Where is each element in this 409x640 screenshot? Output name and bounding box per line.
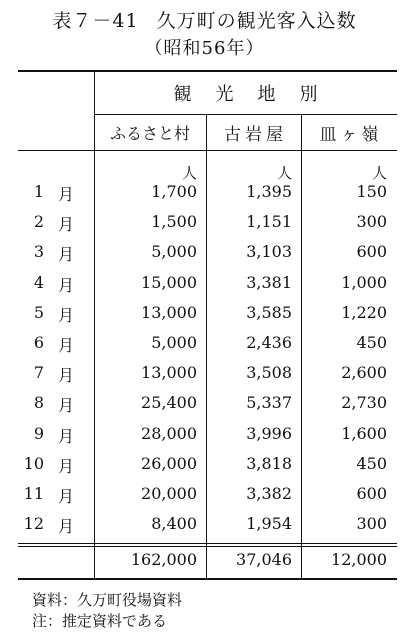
table-row xyxy=(18,363,397,387)
month-suffix: 月 xyxy=(58,185,75,204)
total-saragamine: 12,000 xyxy=(331,550,387,569)
cell-furusatomura: 5,000 xyxy=(151,242,197,262)
cell-koiwaya: 5,337 xyxy=(246,393,292,413)
cell-saragamine: 2,730 xyxy=(341,393,387,413)
cell-koiwaya: 3,103 xyxy=(246,242,292,262)
unit-label-col3: 人 xyxy=(371,164,387,182)
cell-koiwaya: 1,151 xyxy=(246,212,292,232)
table-row xyxy=(18,424,397,448)
cell-furusatomura: 13,000 xyxy=(141,363,197,383)
subtitle: （昭和56年） xyxy=(144,38,265,59)
table-row xyxy=(18,303,397,327)
month-suffix: 月 xyxy=(58,487,75,506)
month-number: 10 xyxy=(23,453,44,473)
cell-furusatomura: 26,000 xyxy=(141,453,197,473)
cell-saragamine: 300 xyxy=(356,212,387,232)
header-furusatomura: ふるさと村 xyxy=(109,123,190,143)
cell-furusatomura: 25,400 xyxy=(141,393,197,413)
cell-koiwaya: 3,508 xyxy=(246,363,292,383)
total-koiwaya: 37,046 xyxy=(236,550,292,569)
cell-furusatomura: 5,000 xyxy=(151,333,197,352)
month-number: 1 xyxy=(33,182,44,201)
cell-koiwaya: 3,996 xyxy=(246,423,292,443)
table-row xyxy=(18,333,397,357)
month-number: 5 xyxy=(33,302,44,322)
month-number: 11 xyxy=(23,484,44,503)
cell-koiwaya: 3,381 xyxy=(246,272,292,292)
month-suffix: 月 xyxy=(58,366,75,386)
month-suffix: 月 xyxy=(58,517,75,537)
total-furusatomura: 162,000 xyxy=(130,550,197,569)
month-number: 3 xyxy=(33,242,44,262)
cell-koiwaya: 3,818 xyxy=(246,453,292,473)
month-suffix: 月 xyxy=(58,305,75,325)
cell-saragamine: 2,600 xyxy=(341,363,387,383)
cell-saragamine: 450 xyxy=(356,333,387,352)
table-row xyxy=(18,514,397,538)
table-row xyxy=(18,242,397,266)
remark-note: 注：推定資料である xyxy=(32,612,168,630)
unit-label-col2: 人 xyxy=(276,164,292,182)
page-title xyxy=(0,6,409,33)
month-suffix: 月 xyxy=(58,245,75,265)
cell-furusatomura: 1,700 xyxy=(151,182,197,201)
divider-total-top xyxy=(18,543,397,544)
cell-furusatomura: 15,000 xyxy=(141,272,197,292)
month-suffix: 月 xyxy=(58,336,75,355)
table-row xyxy=(18,484,397,508)
month-number: 7 xyxy=(33,363,44,383)
table-row xyxy=(18,212,397,236)
month-suffix: 月 xyxy=(58,456,75,476)
cell-furusatomura: 20,000 xyxy=(141,484,197,503)
header-koiwaya: 古岩屋 xyxy=(224,124,287,145)
cell-koiwaya: 1,395 xyxy=(246,182,292,201)
total-row xyxy=(18,550,397,574)
cell-saragamine: 1,600 xyxy=(341,423,387,443)
cell-furusatomura: 13,000 xyxy=(141,302,197,322)
cell-saragamine: 1,220 xyxy=(341,302,387,322)
table-row xyxy=(18,454,397,478)
cell-furusatomura: 8,400 xyxy=(151,514,197,534)
cell-saragamine: 1,000 xyxy=(341,272,387,292)
month-suffix: 月 xyxy=(58,396,75,416)
cell-saragamine: 150 xyxy=(356,182,387,201)
table-row xyxy=(18,273,397,297)
month-suffix: 月 xyxy=(58,275,75,295)
data-table xyxy=(18,70,397,580)
unit-label-col1: 人 xyxy=(181,164,197,182)
month-number: 6 xyxy=(33,333,44,352)
cell-saragamine: 300 xyxy=(356,514,387,534)
table-row xyxy=(18,182,397,206)
cell-furusatomura: 28,000 xyxy=(141,423,197,443)
cell-saragamine: 450 xyxy=(356,453,387,473)
notes xyxy=(32,590,182,632)
table-number: 表７－41 xyxy=(52,10,139,32)
cell-koiwaya: 3,585 xyxy=(246,302,292,322)
cell-koiwaya: 2,436 xyxy=(246,333,292,352)
header-group-label: 観光地別 xyxy=(173,84,342,105)
title-text: 久万町の観光客入込数 xyxy=(156,10,357,32)
month-suffix: 月 xyxy=(58,215,75,235)
divider-total-top-double xyxy=(18,546,397,547)
cell-furusatomura: 1,500 xyxy=(151,212,197,232)
month-number: 9 xyxy=(33,423,44,443)
cell-saragamine: 600 xyxy=(356,484,387,503)
cell-koiwaya: 1,954 xyxy=(246,514,292,534)
source-note: 資料：久万町役場資料 xyxy=(32,591,183,609)
month-number: 12 xyxy=(23,514,44,534)
cell-saragamine: 600 xyxy=(356,242,387,262)
header-saragamine: 皿ヶ嶺 xyxy=(319,124,383,145)
month-suffix: 月 xyxy=(58,426,75,446)
month-number: 8 xyxy=(33,393,44,413)
month-number: 4 xyxy=(33,272,44,292)
month-number: 2 xyxy=(33,212,44,232)
table-row xyxy=(18,393,397,417)
divider-header-bottom xyxy=(18,150,397,151)
cell-koiwaya: 3,382 xyxy=(246,484,292,503)
